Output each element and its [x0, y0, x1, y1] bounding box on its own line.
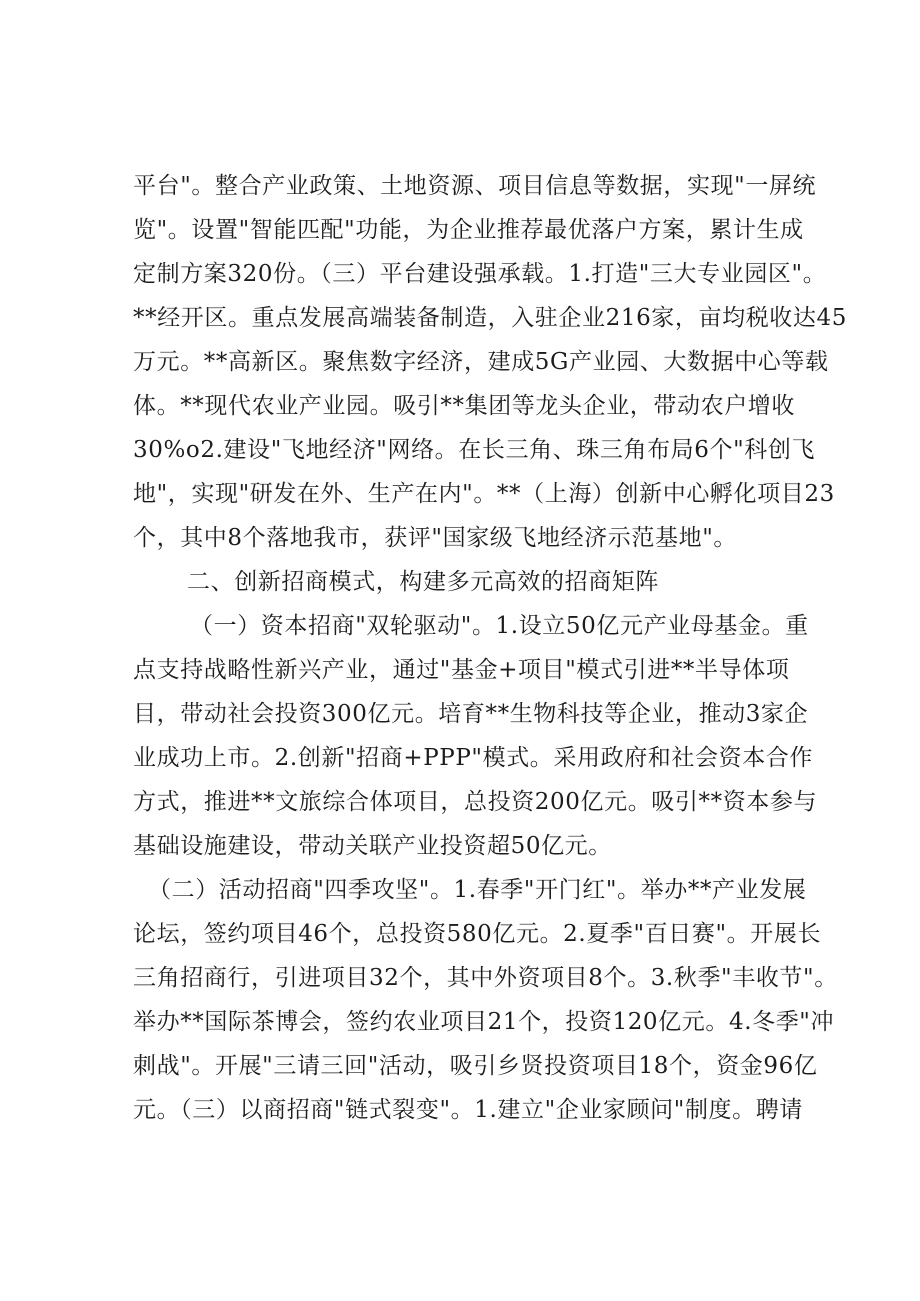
paragraph-3-line-4: 举办**国际茶博会，签约农业项目21个，投资120亿元。4.冬季"冲: [133, 1009, 835, 1035]
paragraph-1-line-6: 体。**现代农业产业园。吸引**集团等龙头企业，带动农户增收: [133, 393, 795, 419]
paragraph-2-line-3: 目，带动社会投资300亿元。培育**生物科技等企业，推动3家企: [133, 701, 809, 727]
paragraph-1-line-9: 个，其中8个落地我市，获评"国家级飞地经济示范基地"。: [133, 525, 737, 551]
paragraph-1-line-1: 平台"。整合产业政策、土地资源、项目信息等数据，实现"一屏统: [133, 173, 817, 199]
paragraph-2-line-5: 方式，推进**文旅综合体项目，总投资200亿元。吸引**资本参与: [133, 789, 818, 815]
paragraph-2-line-4: 业成功上市。2.创新"招商+PPP"模式。采用政府和社会资本合作: [133, 745, 814, 771]
paragraph-1-line-2: 览"。设置"智能匹配"功能，为企业推荐最优落户方案，累计生成: [133, 217, 804, 243]
paragraph-2-line-6: 基础设施建设，带动关联产业投资超50亿元。: [133, 833, 612, 859]
paragraph-1-line-5: 万元。**高新区。聚焦数字经济，建成5G产业园、大数据中心等载: [133, 349, 829, 375]
paragraph-1-line-8: 地"，实现"研发在外、生产在内"。**（上海）创新中心孵化项目23: [133, 481, 835, 507]
paragraph-3-line-6: 元。（三）以商招商"链式裂变"。1.建立"企业家顾问"制度。聘请: [133, 1097, 803, 1123]
paragraph-1-line-7: 30%o2.建设"飞地经济"网络。在长三角、珠三角布局6个"科创飞: [133, 437, 816, 463]
paragraph-2-line-1: （一）资本招商"双轮驱动"。1.设立50亿元产业母基金。重: [190, 613, 809, 639]
paragraph-3-line-5: 刺战"。开展"三请三回"活动，吸引乡贤投资项目18个，资金96亿: [133, 1053, 818, 1079]
paragraph-3-line-3: 三角招商行，引进项目32个，其中外资项目8个。3.秋季"丰收节"。: [133, 965, 838, 991]
paragraph-1-line-3: 定制方案320份。（三）平台建设强承载。1.打造"三大专业园区"。: [133, 261, 827, 287]
paragraph-3-line-1: （二）活动招商"四季攻坚"。1.春季"开门红"。举办**产业发展: [148, 877, 807, 903]
paragraph-1-line-4: **经开区。重点发展高端装备制造，入驻企业216家，亩均税收达45: [133, 305, 847, 331]
paragraph-3-line-2: 论坛，签约项目46个，总投资580亿元。2.夏季"百日赛"。开展长: [133, 921, 822, 947]
paragraph-2-line-2: 点支持战略性新兴产业，通过"基金+项目"模式引进**半导体项: [133, 657, 790, 683]
section-heading: 二、创新招商模式，构建多元高效的招商矩阵: [187, 569, 659, 595]
